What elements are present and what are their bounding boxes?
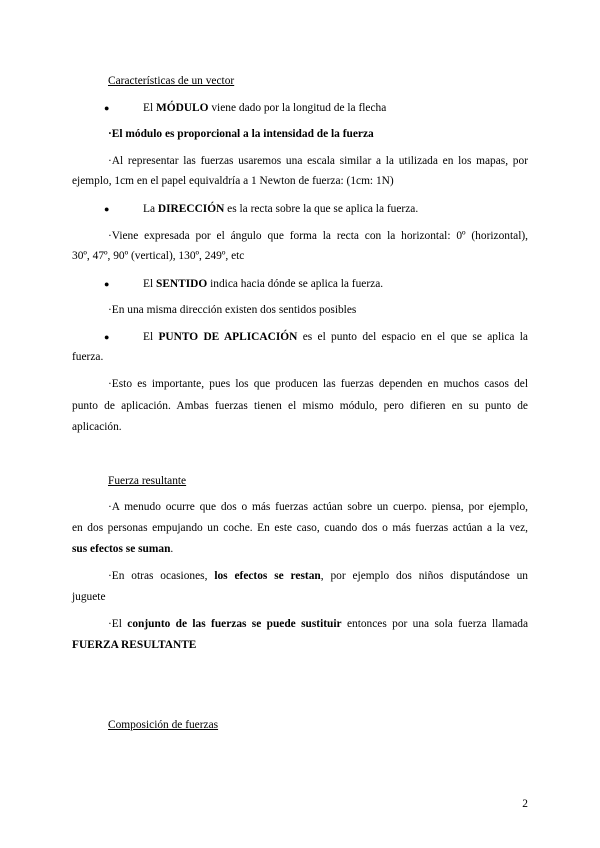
resultante-p3-line-1: ·El conjunto de las fuerzas se puede sustituir entonces por una sola fuerza llamada bbox=[108, 618, 528, 630]
resultante-p1-line-3: sus efectos se suman. bbox=[72, 543, 174, 555]
escala-line-2: ejemplo, 1cm en el papel equivaldría a 1 Newton de fuerza: (1cm: 1N) bbox=[72, 175, 394, 187]
direccion-line-2: 30º, 47º, 90º (vertical), 130º, 249º, etc bbox=[72, 250, 245, 262]
importante-line-3: aplicación. bbox=[72, 421, 122, 433]
resultante-p1-line-1: ·A menudo ocurre que dos o más fuerzas actúan sobre un cuerpo. piensa, por ejemplo, bbox=[108, 501, 528, 513]
resultante-p2-line-2: juguete bbox=[72, 591, 106, 603]
modulo-note: ·El módulo es proporcional a la intensidad de la fuerza bbox=[108, 128, 374, 140]
resultante-p2-line-1: ·En otras ocasiones, los efectos se restan, por ejemplo dos niños disputándose un bbox=[108, 570, 529, 582]
punto-item: El PUNTO DE APLICACIÓN es el punto del espacio en el que se aplica la bbox=[143, 331, 528, 343]
section-heading-fuerza-resultante: Fuerza resultante bbox=[108, 475, 187, 487]
bullet-icon: ● bbox=[104, 103, 110, 113]
resultante-p1-line-2: en dos personas empujando un coche. En este caso, cuando dos o más fuerzas actúan a la vez, bbox=[72, 522, 528, 534]
bullet-icon: ● bbox=[104, 204, 110, 214]
bullet-icon: ● bbox=[104, 279, 110, 289]
sentido-item: El SENTIDO indica hacia dónde se aplica la fuerza. bbox=[143, 278, 384, 290]
section-heading-composicion: Composición de fuerzas bbox=[108, 719, 219, 731]
page-number: 2 bbox=[522, 798, 528, 810]
section-heading-caracteristicas: Características de un vector bbox=[108, 75, 235, 87]
modulo-item: El MÓDULO viene dado por la longitud de la flecha bbox=[143, 102, 387, 114]
escala-line-1: ·Al representar las fuerzas usaremos una escala similar a la utilizada en los mapas, por bbox=[108, 155, 528, 167]
importante-line-1: ·Esto es importante, pues los que producen las fuerzas dependen en muchos casos del bbox=[108, 378, 528, 390]
direccion-item: La DIRECCIÓN es la recta sobre la que se aplica la fuerza. bbox=[143, 203, 419, 215]
resultante-p3-line-2: FUERZA RESULTANTE bbox=[72, 639, 197, 651]
punto-line-2: fuerza. bbox=[72, 351, 104, 363]
sentido-note: ·En una misma dirección existen dos sentidos posibles bbox=[108, 304, 357, 316]
direccion-line-1: ·Viene expresada por el ángulo que forma la recta con la horizontal: 0º (horizontal), bbox=[108, 230, 528, 242]
importante-line-2: punto de aplicación. Ambas fuerzas tienen el mismo módulo, pero difieren en su punto de bbox=[72, 400, 528, 412]
bullet-icon: ● bbox=[104, 332, 110, 342]
